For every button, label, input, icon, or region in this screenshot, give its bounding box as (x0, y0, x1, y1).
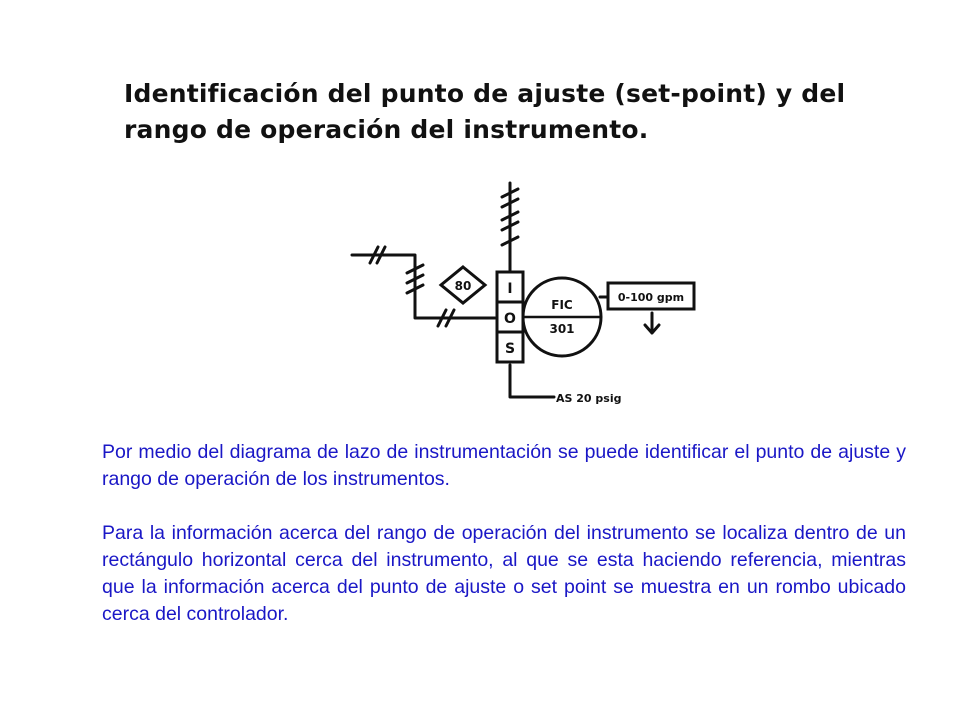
range-value: 0-100 gpm (617, 291, 685, 304)
setpoint-diamond (441, 267, 485, 303)
range-arrow-icon (645, 313, 659, 333)
slide-title: Identificación del punto de ajuste (set-point) y del rango de operación del instrumento. (124, 79, 846, 144)
loop-diagram (340, 175, 710, 410)
setpoint-value: 80 (454, 279, 472, 293)
fic-controller-bubble (523, 278, 601, 356)
io-label-s: S (504, 341, 516, 357)
paragraph-details: Para la información acerca del rango de operación del instrumento se localiza dentro de un rectángulo horizontal cerca del instrumento, al que se esta haciendo referencia, mientras que la información acerca del punto de ajuste o set point se muestra en un rombo ubicado cerca del controlador. (102, 522, 906, 625)
range-box (608, 283, 694, 309)
instrument-number: 301 (549, 322, 575, 336)
instrument-tag: FIC (551, 298, 573, 312)
air-supply-line (510, 365, 554, 397)
io-label-i: I (507, 281, 513, 297)
io-label-o: O (504, 311, 516, 327)
body-text (102, 439, 906, 628)
paragraph-intro: Por medio del diagrama de lazo de instrumentación se puede identificar el punto de ajuste y rango de operación de los instrumentos. (102, 441, 906, 490)
air-supply-label: AS 20 psig (556, 392, 622, 405)
hash-marks-left-vertical (407, 265, 423, 293)
